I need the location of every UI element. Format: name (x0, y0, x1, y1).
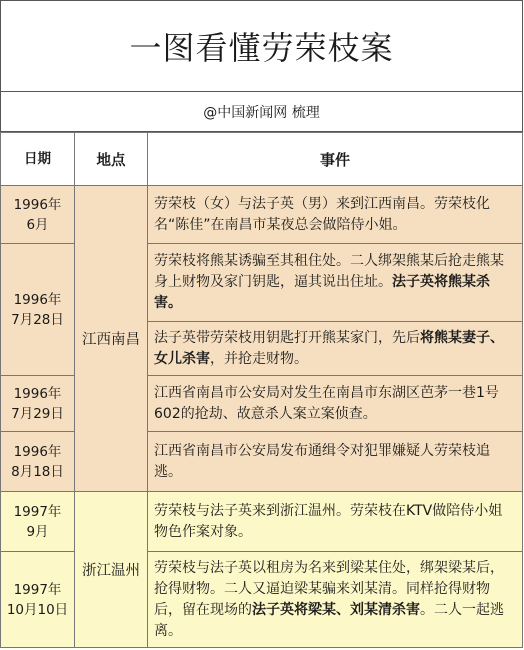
date-cell: 1996年 7月29日 (1, 376, 75, 432)
event-cell: 江西省南昌市公安局发布通缉令对犯罪嫌疑人劳荣枝追逃。 (148, 432, 523, 492)
event-cell: 劳荣枝与法子英以租房为名来到梁某住处，绑架梁某后，抢得财物。二人又逼迫梁某骗来刘某清。同样抢得财物后，留在现场的法子英将梁某、刘某清杀害。二人一起逃离。 (148, 552, 523, 648)
place-cell: 浙江温州 (75, 492, 148, 648)
table-row (1, 186, 523, 244)
header-date: 日期 (1, 133, 75, 186)
date-cell: 1996年 7月28日 (1, 244, 75, 376)
place-cell: 江西南昌 (75, 186, 148, 492)
event-cell: 劳荣枝将熊某诱骗至其租住处。二人绑架熊某后抢走熊某身上财物及家门钥匙，逼其说出住址。法子英将熊某杀害。 (148, 244, 523, 322)
event-cell: 劳荣枝与法子英来到浙江温州。劳荣枝在KTV做陪侍小姐物色作案对象。 (148, 492, 523, 552)
date-cell: 1997年 10月10日 (1, 552, 75, 648)
page-title: 一图看懂劳荣枝案 (0, 0, 523, 92)
date-cell: 1996年 8月18日 (1, 432, 75, 492)
event-cell: 江西省南昌市公安局对发生在南昌市东湖区芭茅一巷1号602的抢劫、故意杀人案立案侦查。 (148, 376, 523, 432)
header-place: 地点 (75, 133, 148, 186)
case-timeline-table (0, 132, 523, 648)
table-row (1, 492, 523, 552)
date-cell: 1997年 9月 (1, 492, 75, 552)
date-cell: 1996年 6月 (1, 186, 75, 244)
event-cell: 法子英带劳荣枝用钥匙打开熊某家门，先后将熊某妻子、女儿杀害，并抢走财物。 (148, 322, 523, 376)
table-header-row (1, 133, 523, 186)
source-credit: @中国新闻网 梳理 (0, 92, 523, 132)
header-event: 事件 (148, 133, 523, 186)
event-cell: 劳荣枝（女）与法子英（男）来到江西南昌。劳荣枝化名“陈佳”在南昌市某夜总会做陪侍小姐。 (148, 186, 523, 244)
